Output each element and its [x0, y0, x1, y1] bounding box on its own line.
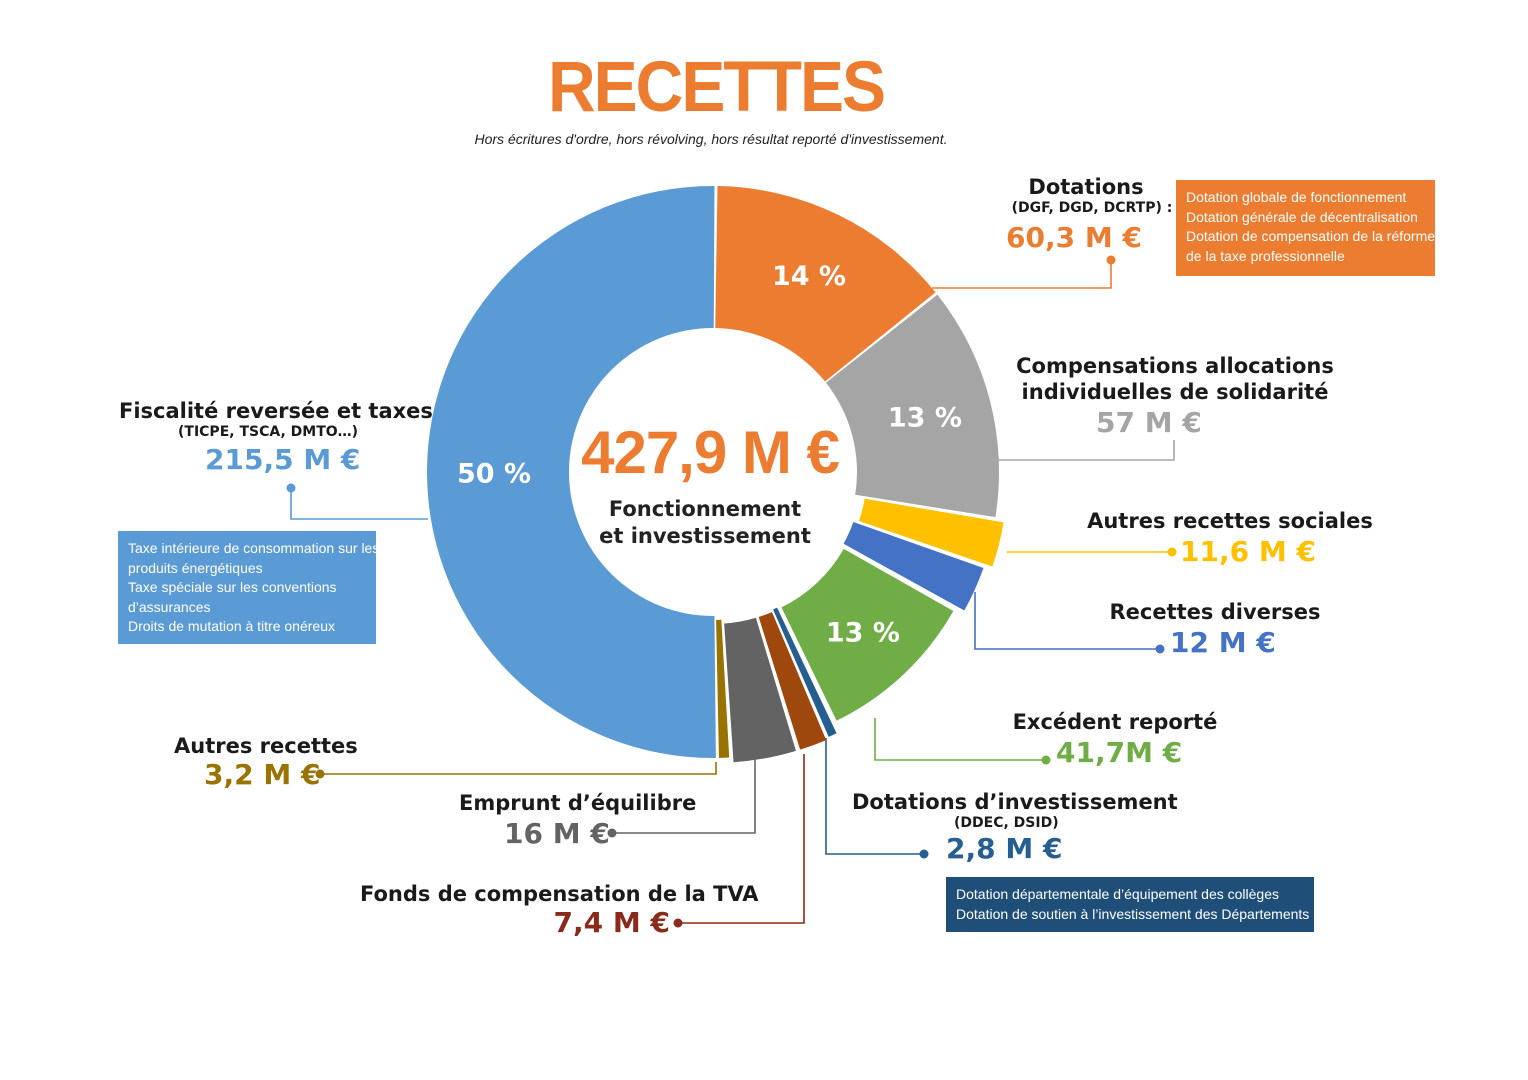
fiscalite-value: 215,5 M € — [205, 443, 361, 476]
fiscalite-detail-4: d’assurances — [128, 598, 211, 615]
label-excedent — [1000, 709, 1230, 769]
compensations-line2: individuelles de solidarité — [1021, 380, 1329, 404]
autres-sociales-title: Autres recettes sociales — [1087, 509, 1373, 533]
dotations-subtitle: (DGF, DGD, DCRTP) : — [1011, 200, 1173, 216]
dot-invest-detail-1: Dotation départementale d’équipement des collèges — [956, 886, 1279, 902]
excedent-value: 41,7M € — [1056, 736, 1183, 769]
dot-invest-detail-2: Dotation de soutien à l’investissement des Départements — [956, 905, 1310, 922]
compensations-line1: Compensations allocations — [1016, 354, 1334, 378]
autres-sociales-value: 11,6 M € — [1180, 535, 1316, 568]
pct-label-compensations: 13 % — [887, 402, 962, 434]
pct-label-excedent: 13 % — [825, 617, 900, 649]
dotations-detail-1: Dotation globale de fonctionnement — [1186, 189, 1407, 205]
total-label-line2: et investissement — [599, 524, 811, 548]
emprunt-value: 16 M € — [504, 817, 610, 850]
fiscalite-detail-1: Taxe intérieure de consommation sur les — [128, 540, 380, 556]
dot-invest-value: 2,8 M € — [946, 832, 1063, 865]
total-label-line1: Fonctionnement — [608, 497, 802, 521]
dotations-title: Dotations — [1028, 175, 1144, 199]
pct-label-dotations: 14 % — [771, 261, 846, 293]
dot-invest-subtitle: (DDEC, DSID) — [954, 815, 1059, 831]
autres-recettes-title: Autres recettes — [174, 734, 358, 758]
leader-dotations — [932, 260, 1111, 288]
emprunt-title: Emprunt d’équilibre — [459, 791, 697, 815]
dot-invest-title: Dotations d’investissement — [852, 790, 1178, 814]
diverses-value: 12 M € — [1170, 626, 1276, 659]
label-dotations — [966, 174, 1206, 254]
dotations-detail-box — [1176, 180, 1435, 276]
fctva-title: Fonds de compensation de la TVA — [360, 882, 759, 906]
label-diverses — [1100, 599, 1330, 659]
fiscalite-title: Fiscalité reversée et taxes — [119, 399, 433, 423]
diverses-title: Recettes diverses — [1109, 600, 1321, 624]
label-autres-recettes — [160, 733, 360, 791]
leader-fiscalite — [291, 488, 428, 519]
fiscalite-detail-box — [118, 531, 380, 644]
fctva-value: 7,4 M € — [553, 906, 670, 939]
page-title: RECETTES — [547, 46, 885, 126]
label-dot-invest — [852, 789, 1178, 865]
compensations-value: 57 M € — [1096, 406, 1202, 439]
label-fctva — [360, 881, 759, 939]
autres-recettes-value: 3,2 M € — [204, 758, 321, 791]
fiscalite-detail-2: produits énergétiques — [128, 559, 263, 576]
total-label — [560, 496, 850, 550]
leader-compensations — [997, 440, 1174, 460]
dotations-detail-3: Dotation de compensation de la réforme — [1186, 228, 1436, 244]
dot-invest-detail-box — [946, 877, 1314, 932]
label-compensations — [1010, 353, 1340, 439]
leader-dot-dotations — [1107, 256, 1116, 265]
dotations-detail-2: Dotation générale de décentralisation — [1186, 208, 1418, 225]
page-subtitle: Hors écritures d'ordre, hors révolving, hors résultat reporté d'investissement. — [474, 131, 948, 147]
label-autres-sociales — [1080, 508, 1380, 568]
fiscalite-subtitle: (TICPE, TSCA, DMTO…) — [178, 424, 359, 440]
excedent-title: Excédent reporté — [1012, 710, 1218, 734]
dotations-detail-4: de la taxe professionnelle — [1186, 247, 1345, 264]
label-emprunt — [440, 790, 700, 850]
fiscalite-detail-3: Taxe spéciale sur les conventions — [128, 579, 337, 595]
pct-label-fiscalite: 50 % — [456, 458, 532, 490]
leader-dot-fiscalite — [287, 484, 296, 493]
leader-autres_recettes — [320, 762, 716, 774]
total-value: 427,9 M € — [581, 419, 839, 486]
dotations-value: 60,3 M € — [1006, 221, 1142, 254]
label-fiscalite — [112, 398, 472, 476]
fiscalite-detail-5: Droits de mutation à titre onéreux — [128, 618, 335, 634]
